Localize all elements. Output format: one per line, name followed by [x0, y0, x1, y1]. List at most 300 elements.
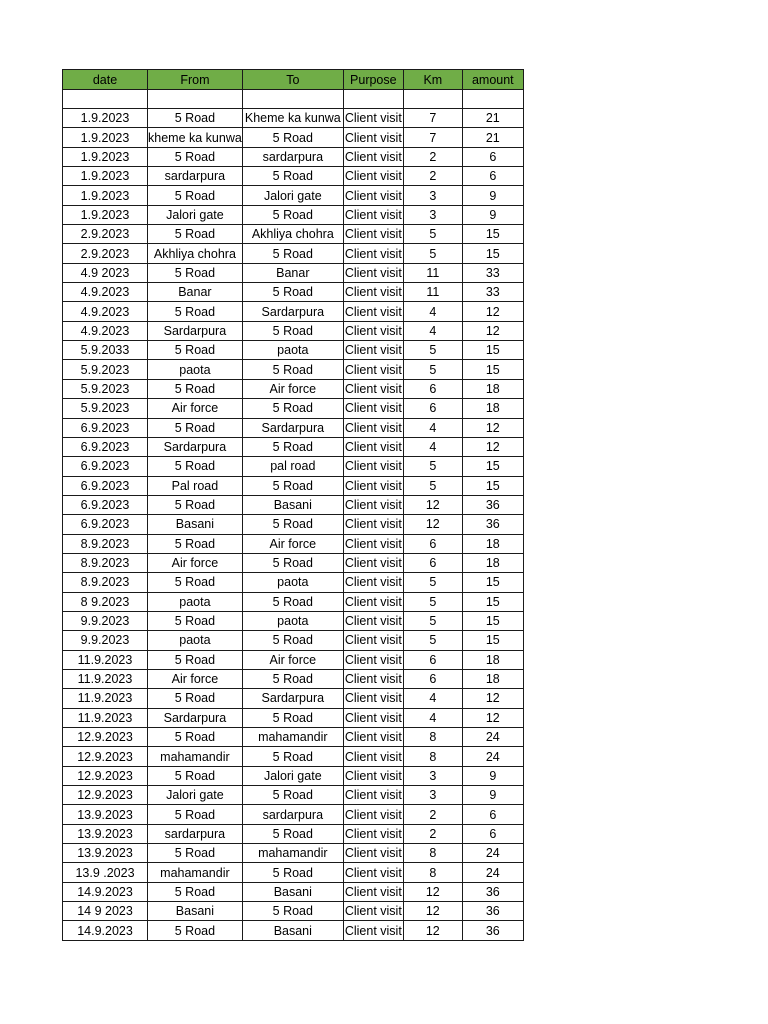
- cell-from[interactable]: paota: [148, 631, 243, 650]
- cell-from[interactable]: 5 Road: [148, 263, 243, 282]
- cell-purpose[interactable]: Client visit: [343, 534, 403, 553]
- cell-purpose[interactable]: Client visit: [343, 225, 403, 244]
- cell-purpose[interactable]: Client visit: [343, 205, 403, 224]
- cell-to[interactable]: 5 Road: [242, 902, 343, 921]
- cell-amount[interactable]: 9: [462, 786, 523, 805]
- cell-purpose[interactable]: Client visit: [343, 728, 403, 747]
- cell-amount[interactable]: 15: [462, 592, 523, 611]
- cell-from[interactable]: 5 Road: [148, 766, 243, 785]
- cell-from[interactable]: 5 Road: [148, 341, 243, 360]
- cell-km[interactable]: 5: [403, 225, 462, 244]
- table-row: [63, 805, 524, 824]
- cell-to[interactable]: 5 Road: [242, 321, 343, 340]
- cell-amount[interactable]: 18: [462, 669, 523, 688]
- table-row: [63, 225, 524, 244]
- cell-amount[interactable]: 24: [462, 844, 523, 863]
- cell-date[interactable]: 14.9.2023: [63, 921, 148, 940]
- cell-km[interactable]: 7: [403, 109, 462, 128]
- cell-date[interactable]: 1.9.2023: [63, 109, 148, 128]
- cell-purpose[interactable]: Client visit: [343, 553, 403, 572]
- table-cell[interactable]: [148, 90, 243, 109]
- cell-to[interactable]: 5 Road: [242, 437, 343, 456]
- cell-purpose[interactable]: Client visit: [343, 689, 403, 708]
- cell-from[interactable]: 5 Road: [148, 147, 243, 166]
- cell-purpose[interactable]: Client visit: [343, 631, 403, 650]
- cell-from[interactable]: 5 Road: [148, 650, 243, 669]
- cell-km[interactable]: 5: [403, 592, 462, 611]
- cell-km[interactable]: 8: [403, 844, 462, 863]
- cell-date[interactable]: 4.9.2023: [63, 321, 148, 340]
- cell-from[interactable]: sardarpura: [148, 824, 243, 843]
- cell-amount[interactable]: 15: [462, 457, 523, 476]
- cell-from[interactable]: Basani: [148, 515, 243, 534]
- cell-km[interactable]: 3: [403, 786, 462, 805]
- cell-from[interactable]: 5 Road: [148, 379, 243, 398]
- cell-amount[interactable]: 15: [462, 611, 523, 630]
- cell-to[interactable]: sardarpura: [242, 147, 343, 166]
- cell-purpose[interactable]: Client visit: [343, 592, 403, 611]
- cell-purpose[interactable]: Client visit: [343, 321, 403, 340]
- cell-to[interactable]: paota: [242, 341, 343, 360]
- cell-amount[interactable]: 12: [462, 418, 523, 437]
- cell-km[interactable]: 3: [403, 205, 462, 224]
- cell-km[interactable]: 11: [403, 263, 462, 282]
- cell-to[interactable]: Basani: [242, 882, 343, 901]
- cell-date[interactable]: 9.9.2023: [63, 611, 148, 630]
- cell-km[interactable]: 12: [403, 882, 462, 901]
- blank-row: [63, 90, 524, 109]
- cell-amount[interactable]: 12: [462, 437, 523, 456]
- cell-amount[interactable]: 36: [462, 515, 523, 534]
- cell-purpose[interactable]: Client visit: [343, 186, 403, 205]
- cell-purpose[interactable]: Client visit: [343, 147, 403, 166]
- table-row: [63, 302, 524, 321]
- cell-date[interactable]: 6.9.2023: [63, 418, 148, 437]
- table-row: [63, 611, 524, 630]
- cell-purpose[interactable]: Client visit: [343, 844, 403, 863]
- cell-date[interactable]: 2.9.2023: [63, 244, 148, 263]
- cell-from[interactable]: 5 Road: [148, 186, 243, 205]
- cell-amount[interactable]: 21: [462, 128, 523, 147]
- travel-expense-table: [62, 69, 524, 941]
- cell-from[interactable]: Sardarpura: [148, 437, 243, 456]
- cell-km[interactable]: 2: [403, 805, 462, 824]
- cell-amount[interactable]: 15: [462, 341, 523, 360]
- table-cell[interactable]: [63, 90, 148, 109]
- cell-to[interactable]: Air force: [242, 379, 343, 398]
- cell-amount[interactable]: 15: [462, 244, 523, 263]
- cell-to[interactable]: Sardarpura: [242, 418, 343, 437]
- cell-date[interactable]: 12.9.2023: [63, 766, 148, 785]
- cell-date[interactable]: 6.9.2023: [63, 437, 148, 456]
- table-row: [63, 902, 524, 921]
- cell-from[interactable]: Sardarpura: [148, 708, 243, 727]
- table-row: [63, 766, 524, 785]
- cell-km[interactable]: 4: [403, 418, 462, 437]
- cell-to[interactable]: 5 Road: [242, 128, 343, 147]
- cell-date[interactable]: 11.9.2023: [63, 650, 148, 669]
- cell-amount[interactable]: 33: [462, 263, 523, 282]
- cell-km[interactable]: 5: [403, 360, 462, 379]
- table-row: [63, 476, 524, 495]
- cell-from[interactable]: 5 Road: [148, 921, 243, 940]
- cell-from[interactable]: Pal road: [148, 476, 243, 495]
- cell-from[interactable]: 5 Road: [148, 457, 243, 476]
- cell-to[interactable]: 5 Road: [242, 399, 343, 418]
- table-row: [63, 128, 524, 147]
- cell-km[interactable]: 5: [403, 573, 462, 592]
- cell-to[interactable]: pal road: [242, 457, 343, 476]
- cell-date[interactable]: 8 9.2023: [63, 592, 148, 611]
- cell-km[interactable]: 8: [403, 747, 462, 766]
- cell-amount[interactable]: 18: [462, 399, 523, 418]
- cell-date[interactable]: 8.9.2023: [63, 534, 148, 553]
- cell-from[interactable]: Jalori gate: [148, 786, 243, 805]
- cell-km[interactable]: 6: [403, 534, 462, 553]
- cell-from[interactable]: 5 Road: [148, 882, 243, 901]
- cell-purpose[interactable]: Client visit: [343, 573, 403, 592]
- cell-date[interactable]: 5.9.2023: [63, 360, 148, 379]
- cell-to[interactable]: Jalori gate: [242, 186, 343, 205]
- cell-amount[interactable]: 33: [462, 283, 523, 302]
- cell-to[interactable]: mahamandir: [242, 728, 343, 747]
- cell-from[interactable]: 5 Road: [148, 109, 243, 128]
- cell-from[interactable]: Air force: [148, 399, 243, 418]
- cell-purpose[interactable]: Client visit: [343, 379, 403, 398]
- cell-km[interactable]: 12: [403, 902, 462, 921]
- cell-from[interactable]: Akhliya chohra: [148, 244, 243, 263]
- cell-to[interactable]: Akhliya chohra: [242, 225, 343, 244]
- cell-purpose[interactable]: Client visit: [343, 708, 403, 727]
- cell-amount[interactable]: 6: [462, 147, 523, 166]
- cell-to[interactable]: Basani: [242, 921, 343, 940]
- cell-km[interactable]: 5: [403, 476, 462, 495]
- cell-amount[interactable]: 12: [462, 689, 523, 708]
- cell-amount[interactable]: 15: [462, 631, 523, 650]
- cell-from[interactable]: 5 Road: [148, 534, 243, 553]
- cell-date[interactable]: 1.9.2023: [63, 186, 148, 205]
- cell-amount[interactable]: 36: [462, 902, 523, 921]
- table-row: [63, 844, 524, 863]
- cell-to[interactable]: 5 Road: [242, 553, 343, 572]
- cell-km[interactable]: 5: [403, 631, 462, 650]
- cell-to[interactable]: Jalori gate: [242, 766, 343, 785]
- cell-from[interactable]: 5 Road: [148, 418, 243, 437]
- cell-to[interactable]: Basani: [242, 495, 343, 514]
- cell-to[interactable]: sardarpura: [242, 805, 343, 824]
- cell-date[interactable]: 13.9 .2023: [63, 863, 148, 882]
- cell-date[interactable]: 6.9.2023: [63, 476, 148, 495]
- cell-km[interactable]: 8: [403, 728, 462, 747]
- cell-km[interactable]: 6: [403, 399, 462, 418]
- cell-km[interactable]: 6: [403, 669, 462, 688]
- cell-to[interactable]: 5 Road: [242, 476, 343, 495]
- cell-date[interactable]: 12.9.2023: [63, 747, 148, 766]
- cell-km[interactable]: 5: [403, 244, 462, 263]
- cell-amount[interactable]: 18: [462, 534, 523, 553]
- cell-purpose[interactable]: Client visit: [343, 766, 403, 785]
- cell-from[interactable]: 5 Road: [148, 611, 243, 630]
- header-date[interactable]: date: [63, 70, 148, 90]
- table-row: [63, 379, 524, 398]
- cell-date[interactable]: 12.9.2023: [63, 728, 148, 747]
- cell-purpose[interactable]: Client visit: [343, 476, 403, 495]
- cell-purpose[interactable]: Client visit: [343, 341, 403, 360]
- cell-to[interactable]: 5 Road: [242, 824, 343, 843]
- cell-date[interactable]: 14 9 2023: [63, 902, 148, 921]
- cell-to[interactable]: 5 Road: [242, 205, 343, 224]
- cell-amount[interactable]: 6: [462, 805, 523, 824]
- cell-date[interactable]: 8.9.2023: [63, 573, 148, 592]
- cell-km[interactable]: 2: [403, 824, 462, 843]
- cell-to[interactable]: 5 Road: [242, 631, 343, 650]
- cell-purpose[interactable]: Client visit: [343, 244, 403, 263]
- cell-purpose[interactable]: Client visit: [343, 495, 403, 514]
- cell-to[interactable]: 5 Road: [242, 863, 343, 882]
- cell-from[interactable]: Sardarpura: [148, 321, 243, 340]
- cell-date[interactable]: 1.9.2023: [63, 147, 148, 166]
- cell-to[interactable]: 5 Road: [242, 167, 343, 186]
- cell-purpose[interactable]: Client visit: [343, 360, 403, 379]
- cell-amount[interactable]: 36: [462, 495, 523, 514]
- cell-purpose[interactable]: Client visit: [343, 263, 403, 282]
- table-row: [63, 360, 524, 379]
- cell-from[interactable]: 5 Road: [148, 495, 243, 514]
- table-row: [63, 650, 524, 669]
- cell-date[interactable]: 5.9.2023: [63, 399, 148, 418]
- cell-purpose[interactable]: Client visit: [343, 786, 403, 805]
- cell-to[interactable]: 5 Road: [242, 708, 343, 727]
- cell-date[interactable]: 1.9.2023: [63, 128, 148, 147]
- cell-amount[interactable]: 24: [462, 728, 523, 747]
- cell-amount[interactable]: 6: [462, 824, 523, 843]
- cell-amount[interactable]: 15: [462, 573, 523, 592]
- cell-km[interactable]: 4: [403, 302, 462, 321]
- cell-purpose[interactable]: Client visit: [343, 669, 403, 688]
- cell-to[interactable]: 5 Road: [242, 244, 343, 263]
- cell-amount[interactable]: 24: [462, 863, 523, 882]
- cell-date[interactable]: 9.9.2023: [63, 631, 148, 650]
- cell-purpose[interactable]: Client visit: [343, 302, 403, 321]
- cell-to[interactable]: mahamandir: [242, 844, 343, 863]
- cell-from[interactable]: 5 Road: [148, 805, 243, 824]
- cell-date[interactable]: 11.9.2023: [63, 708, 148, 727]
- cell-purpose[interactable]: Client visit: [343, 863, 403, 882]
- cell-date[interactable]: 4.9 2023: [63, 263, 148, 282]
- cell-km[interactable]: 12: [403, 515, 462, 534]
- cell-date[interactable]: 6.9.2023: [63, 495, 148, 514]
- cell-km[interactable]: 5: [403, 341, 462, 360]
- cell-purpose[interactable]: Client visit: [343, 921, 403, 940]
- cell-km[interactable]: 6: [403, 379, 462, 398]
- cell-amount[interactable]: 15: [462, 360, 523, 379]
- table-body: [63, 90, 524, 941]
- cell-km[interactable]: 6: [403, 553, 462, 572]
- cell-km[interactable]: 7: [403, 128, 462, 147]
- header-km[interactable]: Km: [403, 70, 462, 90]
- cell-purpose[interactable]: Client visit: [343, 437, 403, 456]
- cell-amount[interactable]: 9: [462, 766, 523, 785]
- cell-date[interactable]: 4.9.2023: [63, 283, 148, 302]
- cell-date[interactable]: 11.9.2023: [63, 669, 148, 688]
- table-row: [63, 824, 524, 843]
- cell-amount[interactable]: 24: [462, 747, 523, 766]
- cell-from[interactable]: Basani: [148, 902, 243, 921]
- cell-date[interactable]: 13.9.2023: [63, 824, 148, 843]
- table-row: [63, 399, 524, 418]
- cell-amount[interactable]: 18: [462, 553, 523, 572]
- cell-to[interactable]: paota: [242, 573, 343, 592]
- cell-purpose[interactable]: Client visit: [343, 824, 403, 843]
- cell-purpose[interactable]: Client visit: [343, 399, 403, 418]
- cell-amount[interactable]: 12: [462, 708, 523, 727]
- cell-amount[interactable]: 36: [462, 921, 523, 940]
- cell-amount[interactable]: 9: [462, 186, 523, 205]
- cell-from[interactable]: 5 Road: [148, 302, 243, 321]
- cell-purpose[interactable]: Client visit: [343, 902, 403, 921]
- cell-from[interactable]: sardarpura: [148, 167, 243, 186]
- cell-km[interactable]: 3: [403, 766, 462, 785]
- cell-date[interactable]: 6.9.2023: [63, 457, 148, 476]
- cell-km[interactable]: 2: [403, 167, 462, 186]
- cell-to[interactable]: Air force: [242, 534, 343, 553]
- cell-to[interactable]: 5 Road: [242, 283, 343, 302]
- cell-from[interactable]: paota: [148, 592, 243, 611]
- cell-purpose[interactable]: Client visit: [343, 109, 403, 128]
- cell-to[interactable]: Air force: [242, 650, 343, 669]
- cell-from[interactable]: Jalori gate: [148, 205, 243, 224]
- cell-km[interactable]: 4: [403, 708, 462, 727]
- cell-to[interactable]: 5 Road: [242, 592, 343, 611]
- cell-from[interactable]: kheme ka kunwa: [148, 128, 243, 147]
- table-cell[interactable]: [242, 90, 343, 109]
- cell-to[interactable]: paota: [242, 611, 343, 630]
- cell-date[interactable]: 2.9.2023: [63, 225, 148, 244]
- table-row: [63, 495, 524, 514]
- cell-from[interactable]: mahamandir: [148, 863, 243, 882]
- cell-km[interactable]: 12: [403, 495, 462, 514]
- cell-from[interactable]: 5 Road: [148, 225, 243, 244]
- cell-to[interactable]: 5 Road: [242, 747, 343, 766]
- table-cell[interactable]: [462, 90, 523, 109]
- table-row: [63, 882, 524, 901]
- cell-purpose[interactable]: Client visit: [343, 805, 403, 824]
- cell-to[interactable]: 5 Road: [242, 669, 343, 688]
- cell-km[interactable]: 11: [403, 283, 462, 302]
- table-row: [63, 553, 524, 572]
- table-cell[interactable]: [343, 90, 403, 109]
- cell-amount[interactable]: 21: [462, 109, 523, 128]
- cell-date[interactable]: 4.9.2023: [63, 302, 148, 321]
- table-row: [63, 534, 524, 553]
- table-row: [63, 321, 524, 340]
- cell-purpose[interactable]: Client visit: [343, 515, 403, 534]
- cell-km[interactable]: 12: [403, 921, 462, 940]
- cell-from[interactable]: 5 Road: [148, 844, 243, 863]
- cell-date[interactable]: 12.9.2023: [63, 786, 148, 805]
- cell-amount[interactable]: 18: [462, 650, 523, 669]
- header-amount[interactable]: amount: [462, 70, 523, 90]
- table-row: [63, 263, 524, 282]
- cell-from[interactable]: 5 Road: [148, 728, 243, 747]
- cell-from[interactable]: 5 Road: [148, 689, 243, 708]
- cell-purpose[interactable]: Client visit: [343, 418, 403, 437]
- cell-to[interactable]: Sardarpura: [242, 302, 343, 321]
- cell-from[interactable]: Banar: [148, 283, 243, 302]
- cell-purpose[interactable]: Client visit: [343, 128, 403, 147]
- cell-km[interactable]: 4: [403, 689, 462, 708]
- cell-km[interactable]: 4: [403, 437, 462, 456]
- cell-date[interactable]: 13.9.2023: [63, 844, 148, 863]
- table-row: [63, 786, 524, 805]
- cell-to[interactable]: Banar: [242, 263, 343, 282]
- header-from[interactable]: From: [148, 70, 243, 90]
- cell-purpose[interactable]: Client visit: [343, 882, 403, 901]
- cell-date[interactable]: 5.9.2023: [63, 379, 148, 398]
- cell-amount[interactable]: 15: [462, 225, 523, 244]
- cell-to[interactable]: 5 Road: [242, 515, 343, 534]
- table-row: [63, 186, 524, 205]
- cell-to[interactable]: Sardarpura: [242, 689, 343, 708]
- cell-km[interactable]: 5: [403, 611, 462, 630]
- cell-date[interactable]: 1.9.2023: [63, 167, 148, 186]
- cell-date[interactable]: 14.9.2023: [63, 882, 148, 901]
- cell-date[interactable]: 13.9.2023: [63, 805, 148, 824]
- header-purpose[interactable]: Purpose: [343, 70, 403, 90]
- cell-from[interactable]: Air force: [148, 553, 243, 572]
- cell-date[interactable]: 5.9.2033: [63, 341, 148, 360]
- table-row: [63, 573, 524, 592]
- cell-from[interactable]: paota: [148, 360, 243, 379]
- table-row: [63, 205, 524, 224]
- cell-to[interactable]: 5 Road: [242, 360, 343, 379]
- cell-from[interactable]: Air force: [148, 669, 243, 688]
- cell-amount[interactable]: 15: [462, 476, 523, 495]
- cell-from[interactable]: mahamandir: [148, 747, 243, 766]
- table-row: [63, 669, 524, 688]
- cell-date[interactable]: 1.9.2023: [63, 205, 148, 224]
- cell-to[interactable]: Kheme ka kunwa: [242, 109, 343, 128]
- cell-km[interactable]: 2: [403, 147, 462, 166]
- cell-purpose[interactable]: Client visit: [343, 650, 403, 669]
- cell-amount[interactable]: 18: [462, 379, 523, 398]
- table-cell[interactable]: [403, 90, 462, 109]
- cell-purpose[interactable]: Client visit: [343, 611, 403, 630]
- table-row: [63, 418, 524, 437]
- cell-from[interactable]: 5 Road: [148, 573, 243, 592]
- cell-date[interactable]: 8.9.2023: [63, 553, 148, 572]
- cell-purpose[interactable]: Client visit: [343, 167, 403, 186]
- cell-amount[interactable]: 9: [462, 205, 523, 224]
- cell-amount[interactable]: 6: [462, 167, 523, 186]
- cell-date[interactable]: 6.9.2023: [63, 515, 148, 534]
- cell-km[interactable]: 8: [403, 863, 462, 882]
- cell-amount[interactable]: 36: [462, 882, 523, 901]
- cell-km[interactable]: 4: [403, 321, 462, 340]
- cell-purpose[interactable]: Client visit: [343, 457, 403, 476]
- table-row: [63, 283, 524, 302]
- cell-to[interactable]: 5 Road: [242, 786, 343, 805]
- cell-amount[interactable]: 12: [462, 321, 523, 340]
- cell-amount[interactable]: 12: [462, 302, 523, 321]
- cell-date[interactable]: 11.9.2023: [63, 689, 148, 708]
- cell-purpose[interactable]: Client visit: [343, 747, 403, 766]
- cell-purpose[interactable]: Client visit: [343, 283, 403, 302]
- cell-km[interactable]: 3: [403, 186, 462, 205]
- cell-km[interactable]: 6: [403, 650, 462, 669]
- header-to[interactable]: To: [242, 70, 343, 90]
- cell-km[interactable]: 5: [403, 457, 462, 476]
